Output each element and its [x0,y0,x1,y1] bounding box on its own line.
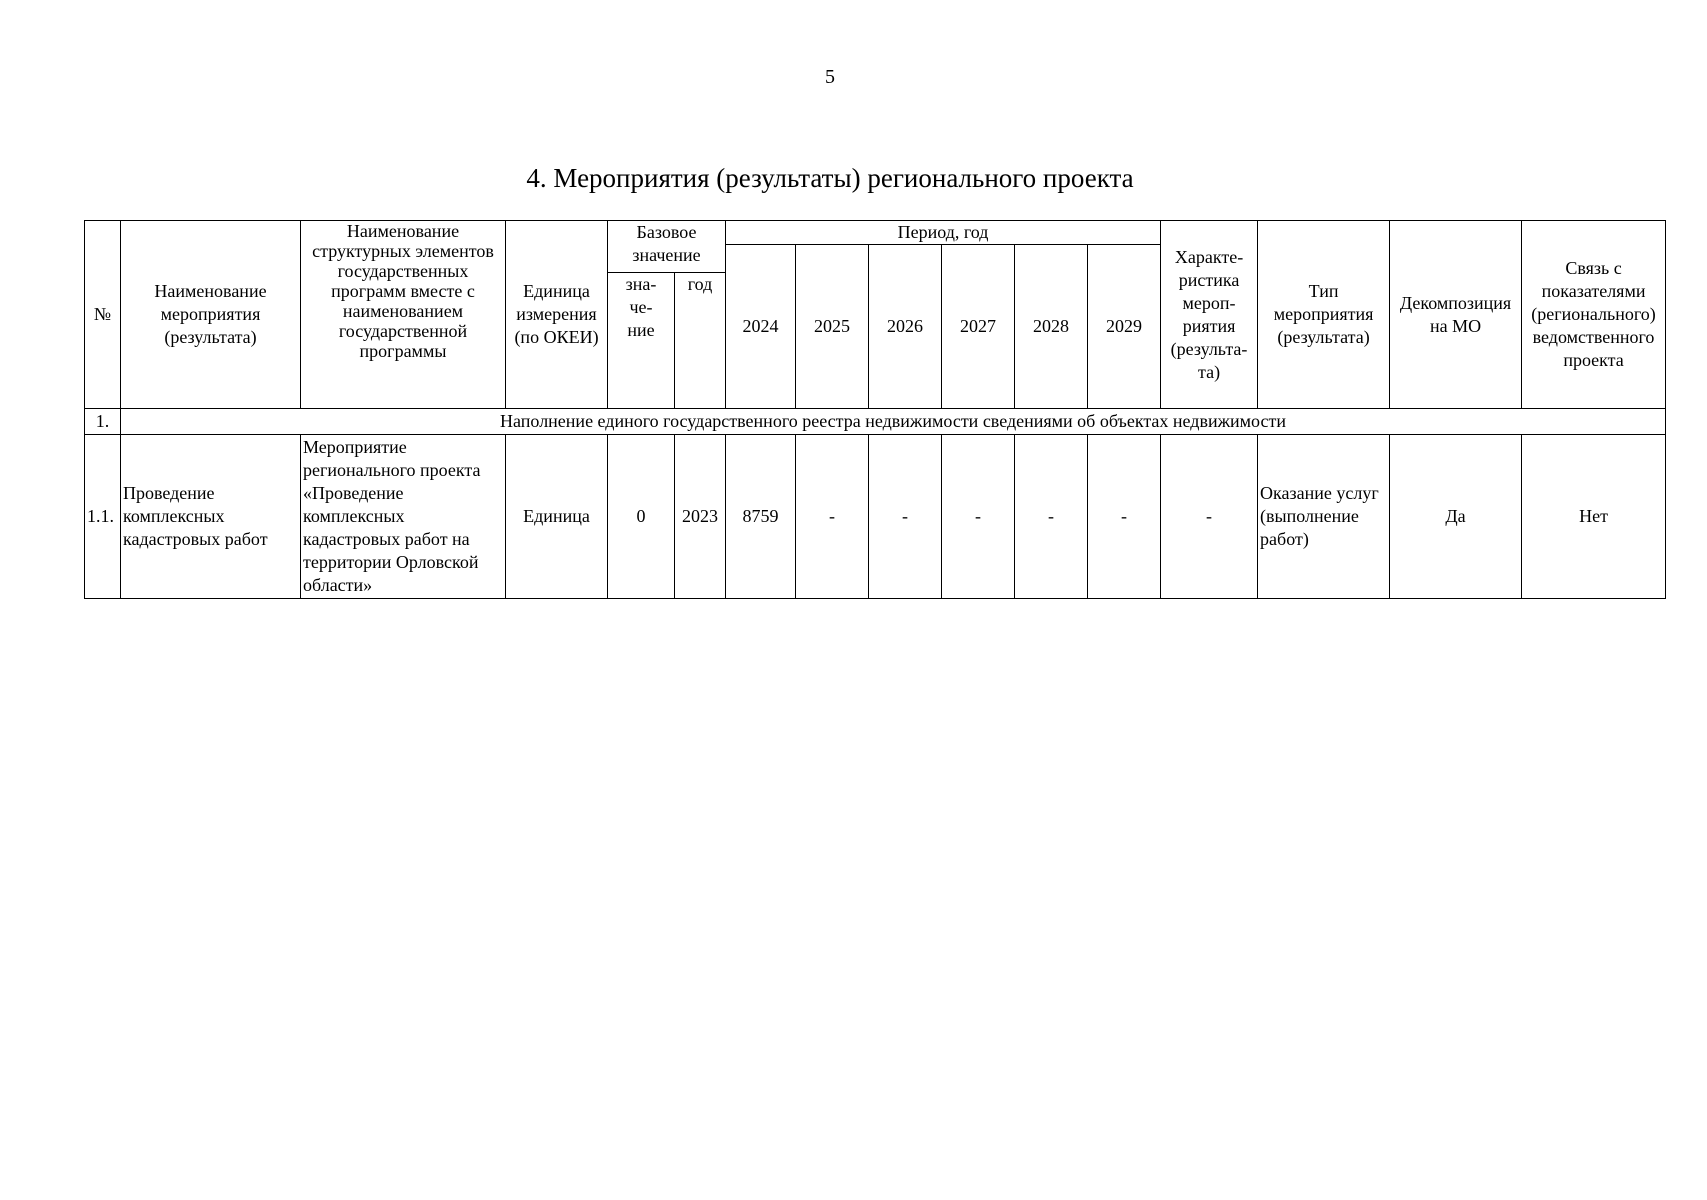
header-characteristic: Характе-ристика мероп-риятия (результа-та) [1161,221,1258,409]
header-year-2025: 2025 [796,245,869,409]
page-number: 5 [825,66,835,88]
row-value-2026: - [869,435,942,599]
header-structural: Наименование структурных элементов государственных программ вместе с наименованием государственной программы [301,221,506,409]
section-title: 4. Мероприятия (результаты) регионального проекта [526,163,1134,193]
row-value-2028: - [1015,435,1088,599]
header-year-2028: 2028 [1015,245,1088,409]
header-year-2024: 2024 [726,245,796,409]
header-year-2027: 2027 [942,245,1015,409]
row-value-2024: 8759 [726,435,796,599]
header-decomposition: Декомпозиция на МО [1390,221,1522,409]
row-type: Оказание услуг (выполнение работ) [1258,435,1390,599]
section-text: Наполнение единого государственного реестра недвижимости сведениями об объектах недвижимости [121,409,1666,435]
header-num: № [85,221,121,409]
row-base-year: 2023 [675,435,726,599]
header-link: Связь с показателями (регионального) ведомственного проекта [1522,221,1666,409]
header-base-year: год [675,273,726,409]
table-row [85,435,1666,599]
header-row-1 [85,221,1666,245]
section-row [85,409,1666,435]
header-year-2029: 2029 [1088,245,1161,409]
header-base-value-text: зна-че-ние [625,274,657,340]
row-value-2029: - [1088,435,1161,599]
header-base-group: Базовое значение [608,221,726,273]
header-type: Тип мероприятия (результата) [1258,221,1390,409]
row-structural: Мероприятие регионального проекта «Проведение комплексных кадастровых работ на территории Орловской области» [301,435,506,599]
header-base-value [608,273,675,409]
header-unit: Единица измерения (по ОКЕИ) [506,221,608,409]
row-num: 1.1. [85,435,121,599]
measures-table [84,220,1666,599]
row-unit: Единица [506,435,608,599]
header-year-2026: 2026 [869,245,942,409]
row-link: Нет [1522,435,1666,599]
row-decomposition: Да [1390,435,1522,599]
header-name: Наименование мероприятия (результата) [121,221,301,409]
section-num: 1. [85,409,121,435]
row-base-value: 0 [608,435,675,599]
row-name: Проведение комплексных кадастровых работ [121,435,301,599]
header-period-group: Период, год [726,221,1161,245]
row-value-2025: - [796,435,869,599]
row-characteristic: - [1161,435,1258,599]
row-value-2027: - [942,435,1015,599]
